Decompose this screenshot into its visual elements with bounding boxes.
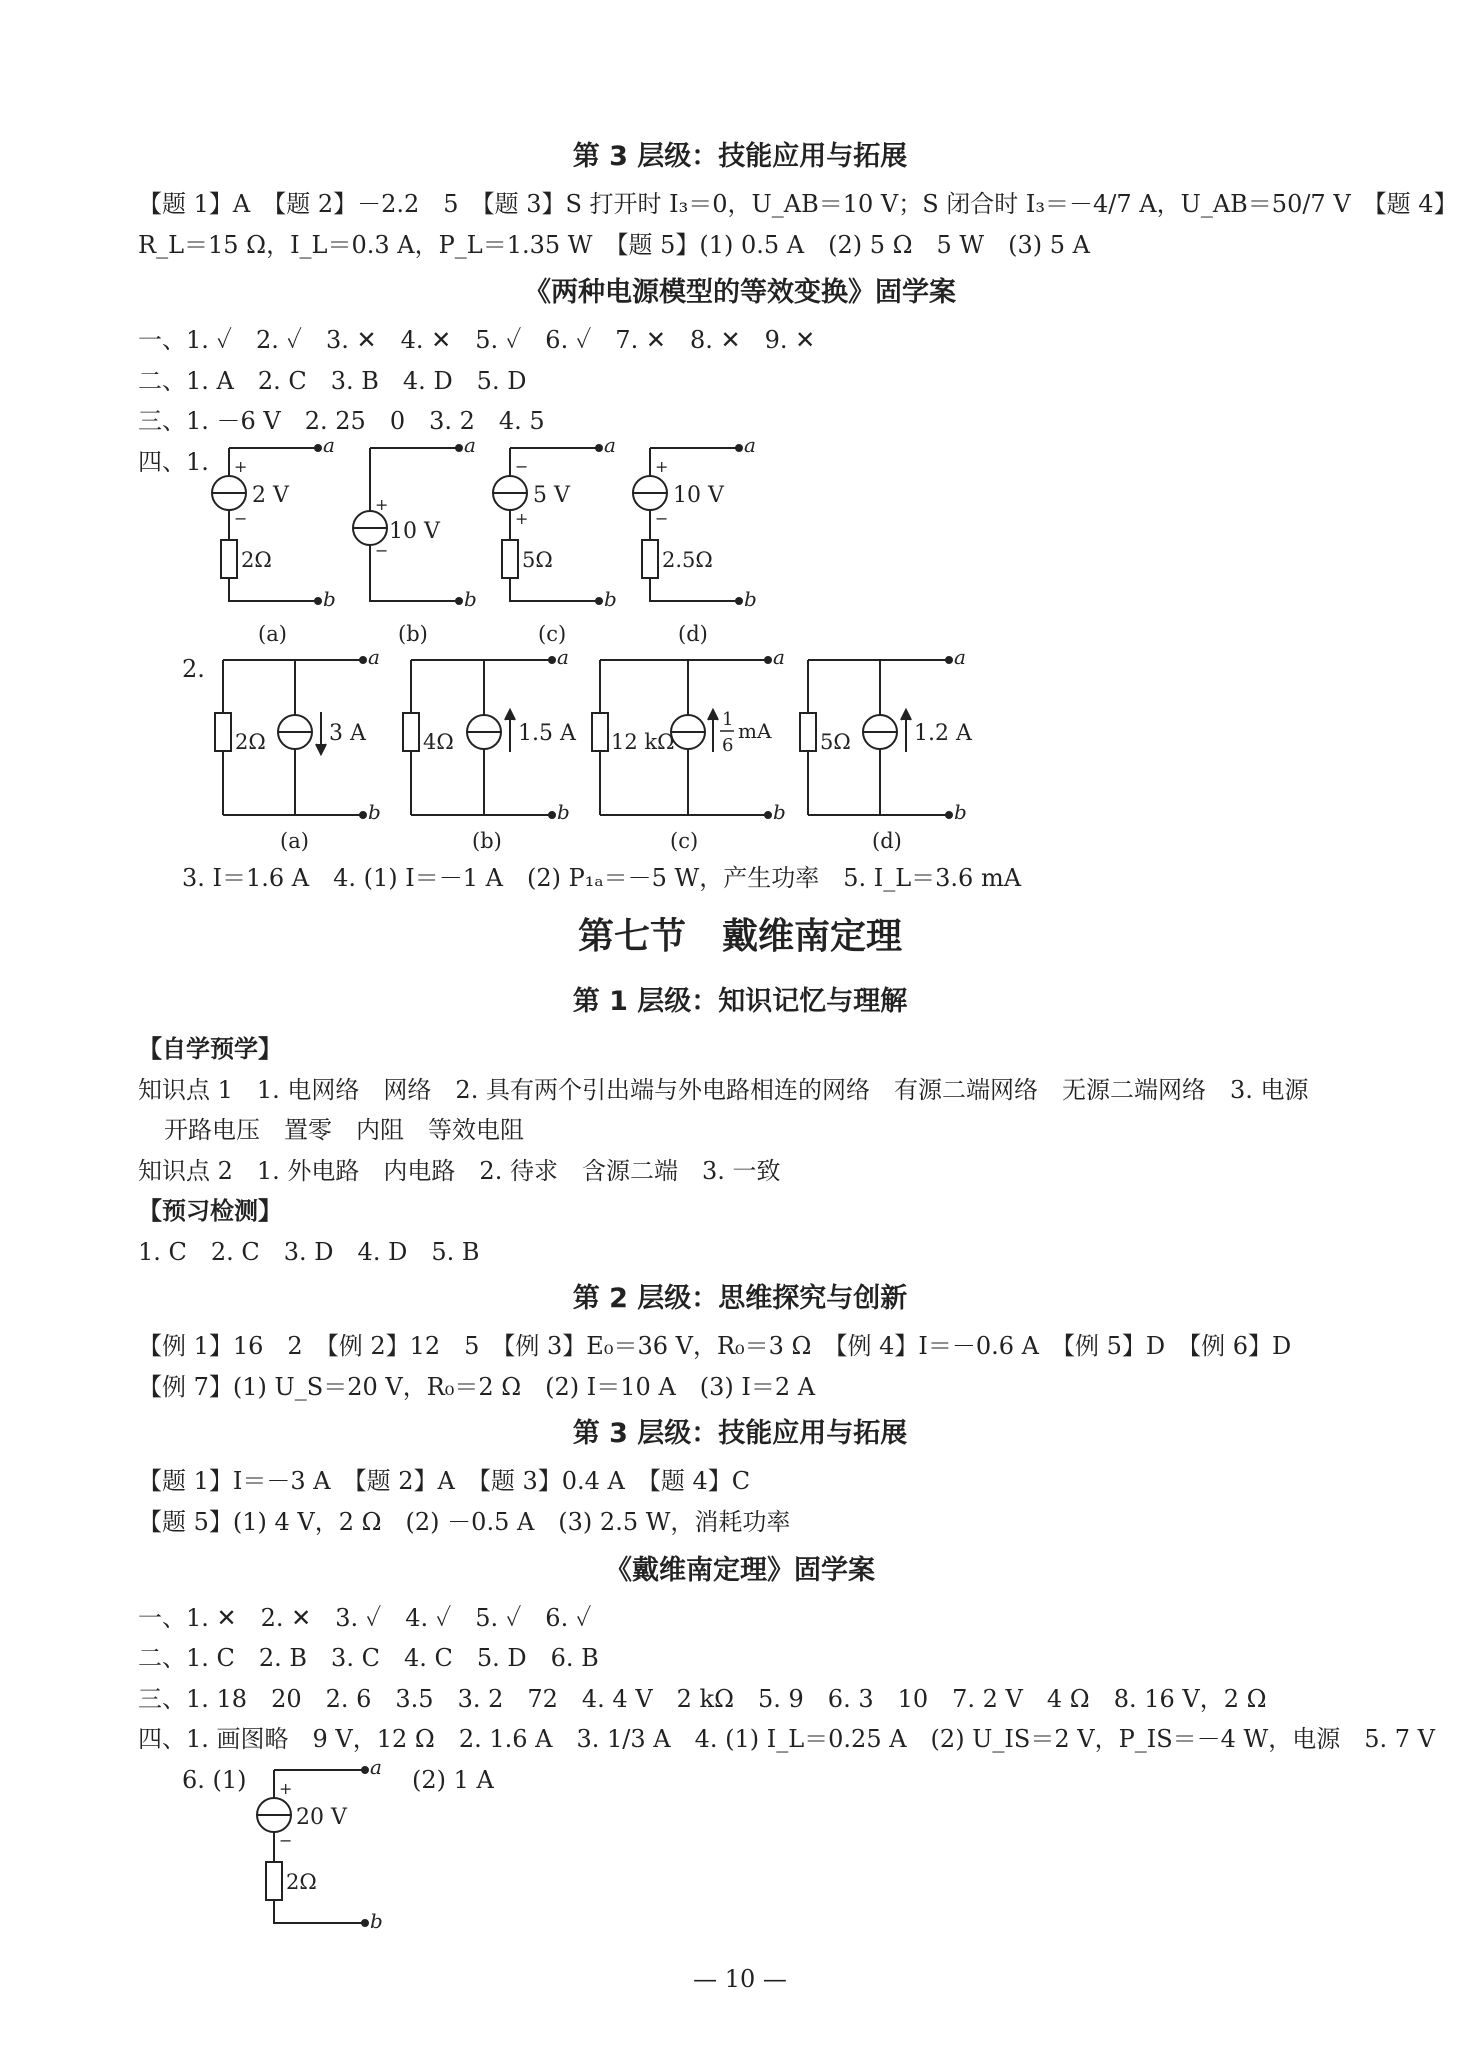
circuit-2c: [592, 645, 786, 824]
source-label: 10 V: [389, 519, 440, 544]
answer-line: 6. (1): [182, 1766, 247, 1794]
circuit-1b: [353, 433, 477, 611]
answer-line: 一、1. ✓ 2. ✓ 3. ✕ 4. ✕ 5. ✓ 6. ✓ 7. ✕ 8. ✕ 9. ✕: [138, 326, 816, 354]
svg-text:−: −: [234, 509, 248, 528]
svg-text:+: +: [655, 457, 669, 476]
answer-line: 【例 1】16 2 【例 2】12 5 【例 3】E₀＝36 V，R₀＝3 Ω 【例 4】I＝－0.6 A 【例 5】D 【例 6】D: [138, 1332, 1292, 1360]
answer-line: 一、1. ✕ 2. ✕ 3. ✓ 4. ✓ 5. ✓ 6. ✓: [138, 1604, 592, 1632]
svg-text:b: b: [604, 587, 617, 611]
svg-text:+: +: [279, 1779, 293, 1798]
svg-text:b: b: [954, 800, 967, 824]
svg-text:a: a: [464, 433, 476, 457]
svg-text:a: a: [323, 433, 335, 457]
figure-caption: (c): [670, 829, 699, 853]
svg-text:−: −: [655, 509, 669, 528]
section-heading: 第 3 层级：技能应用与拓展: [572, 141, 908, 172]
answer-line: 1. C 2. C 3. D 4. D 5. B: [138, 1238, 480, 1266]
source-label: 1.2 A: [914, 721, 972, 746]
answer-line: 【题 1】A 【题 2】－2.2 5 【题 3】S 打开时 I₃＝0，U_AB＝10 V；S 闭合时 I₃＝－4/7 A，U_AB＝50/7 V 【题 4】: [138, 190, 1458, 218]
section-heading: 第 2 层级：思维探究与创新: [572, 1283, 908, 1314]
figure-caption: (d): [872, 829, 902, 853]
svg-text:b: b: [370, 1909, 383, 1933]
figure-caption: (b): [472, 829, 502, 853]
answer-line: 三、1. －6 V 2. 25 0 3. 2 4. 5: [138, 407, 545, 435]
resistor-label: 2.5Ω: [662, 548, 713, 572]
svg-text:−: −: [515, 457, 529, 476]
svg-text:a: a: [744, 433, 756, 457]
source-unit: mA: [738, 719, 772, 743]
answer-line: 【题 1】I＝－3 A 【题 2】A 【题 3】0.4 A 【题 4】C: [138, 1467, 751, 1495]
source-label: 1.5 A: [518, 721, 576, 746]
section-heading: 《两种电源模型的等效变换》固学案: [524, 277, 956, 308]
section-heading: 《戴维南定理》固学案: [605, 1555, 875, 1586]
figure-caption: (a): [258, 622, 287, 646]
source-label: 10 V: [673, 483, 724, 508]
question-label: 2.: [182, 655, 205, 683]
svg-text:a: a: [557, 645, 569, 669]
resistor-label: 2Ω: [286, 1870, 317, 1894]
source-label: 2 V: [252, 483, 289, 508]
svg-text:b: b: [744, 587, 757, 611]
circuit-1a: [212, 433, 336, 611]
answer-line: 3. I＝1.6 A 4. (1) I＝－1 A (2) P₁ₐ＝－5 W，产生功率 5. I_L＝3.6 mA: [182, 864, 1022, 892]
svg-text:b: b: [464, 587, 477, 611]
circuit-1d: [633, 433, 757, 611]
figure-caption: (a): [280, 829, 309, 853]
answer-line: 三、1. 18 20 2. 6 3.5 3. 2 72 4. 4 V 2 kΩ 5. 9 6. 3 10 7. 2 V 4 Ω 8. 16 V，2 Ω: [138, 1685, 1267, 1713]
circuit-2d: [800, 645, 973, 824]
circuit-2b: [403, 645, 577, 824]
circuit-1c: [493, 433, 617, 611]
circuit-2a: [215, 645, 381, 824]
svg-text:+: +: [234, 457, 248, 476]
figure-caption: (b): [398, 622, 428, 646]
answer-line: 【题 5】(1) 4 V，2 Ω (2) －0.5 A (3) 2.5 W，消耗功率: [138, 1508, 791, 1536]
section-heading: 第 3 层级：技能应用与拓展: [572, 1418, 908, 1449]
resistor-label: 12 kΩ: [611, 730, 675, 754]
svg-text:a: a: [954, 645, 966, 669]
source-label: 20 V: [296, 1805, 347, 1830]
svg-text:+: +: [515, 509, 529, 528]
resistor-label: 4Ω: [423, 730, 454, 754]
svg-text:b: b: [557, 800, 570, 824]
svg-text:b: b: [323, 587, 336, 611]
svg-text:b: b: [773, 800, 786, 824]
answer-line: 二、1. A 2. C 3. B 4. D 5. D: [138, 367, 527, 395]
resistor-label: 2Ω: [241, 548, 272, 572]
answer-line: 知识点 1 1. 电网络 网络 2. 具有两个引出端与外电路相连的网络 有源二端网络 无源二端网络 3. 电源: [138, 1076, 1309, 1104]
page-number: — 10 —: [693, 1965, 787, 1993]
resistor-label: 2Ω: [235, 730, 266, 754]
answer-line: (2) 1 A: [412, 1766, 494, 1794]
answer-line: 四、1.: [138, 448, 209, 476]
source-label: 3 A: [329, 721, 366, 746]
source-label: 5 V: [533, 483, 570, 508]
svg-text:a: a: [604, 433, 616, 457]
svg-text:b: b: [368, 800, 381, 824]
answer-line: 二、1. C 2. B 3. C 4. C 5. D 6. B: [138, 1644, 599, 1672]
section-heading: 第 1 层级：知识记忆与理解: [572, 986, 908, 1017]
svg-text:−: −: [279, 1831, 293, 1850]
source-numerator: 1: [722, 709, 734, 730]
answer-line: R_L＝15 Ω，I_L＝0.3 A，P_L＝1.35 W 【题 5】(1) 0.5 A (2) 5 Ω 5 W (3) 5 A: [138, 231, 1090, 259]
answer-line: 【例 7】(1) U_S＝20 V，R₀＝2 Ω (2) I＝10 A (3) I＝2 A: [138, 1373, 816, 1401]
source-denominator: 6: [722, 735, 734, 756]
answer-line: 开路电压 置零 内阻 等效电阻: [164, 1116, 524, 1144]
answer-line: 知识点 2 1. 外电路 内电路 2. 待求 含源二端 3. 一致: [138, 1157, 781, 1185]
svg-text:a: a: [370, 1755, 382, 1779]
svg-text:a: a: [773, 645, 785, 669]
subsection-label: 【自学预学】: [138, 1035, 282, 1063]
chapter-title: 第七节 戴维南定理: [577, 916, 902, 957]
resistor-label: 5Ω: [522, 548, 553, 572]
figure-caption: (d): [678, 622, 708, 646]
answer-line: 四、1. 画图略 9 V，12 Ω 2. 1.6 A 3. 1/3 A 4. (1) I_L＝0.25 A (2) U_IS＝2 V，P_IS＝－4 W，电源 5. 7 V: [138, 1725, 1435, 1753]
circuit-3: [257, 1755, 383, 1933]
svg-text:a: a: [368, 645, 380, 669]
figure-caption: (c): [538, 622, 567, 646]
svg-text:−: −: [375, 541, 389, 560]
resistor-label: 5Ω: [820, 730, 851, 754]
subsection-label: 【预习检测】: [138, 1197, 282, 1225]
svg-text:+: +: [375, 495, 389, 514]
